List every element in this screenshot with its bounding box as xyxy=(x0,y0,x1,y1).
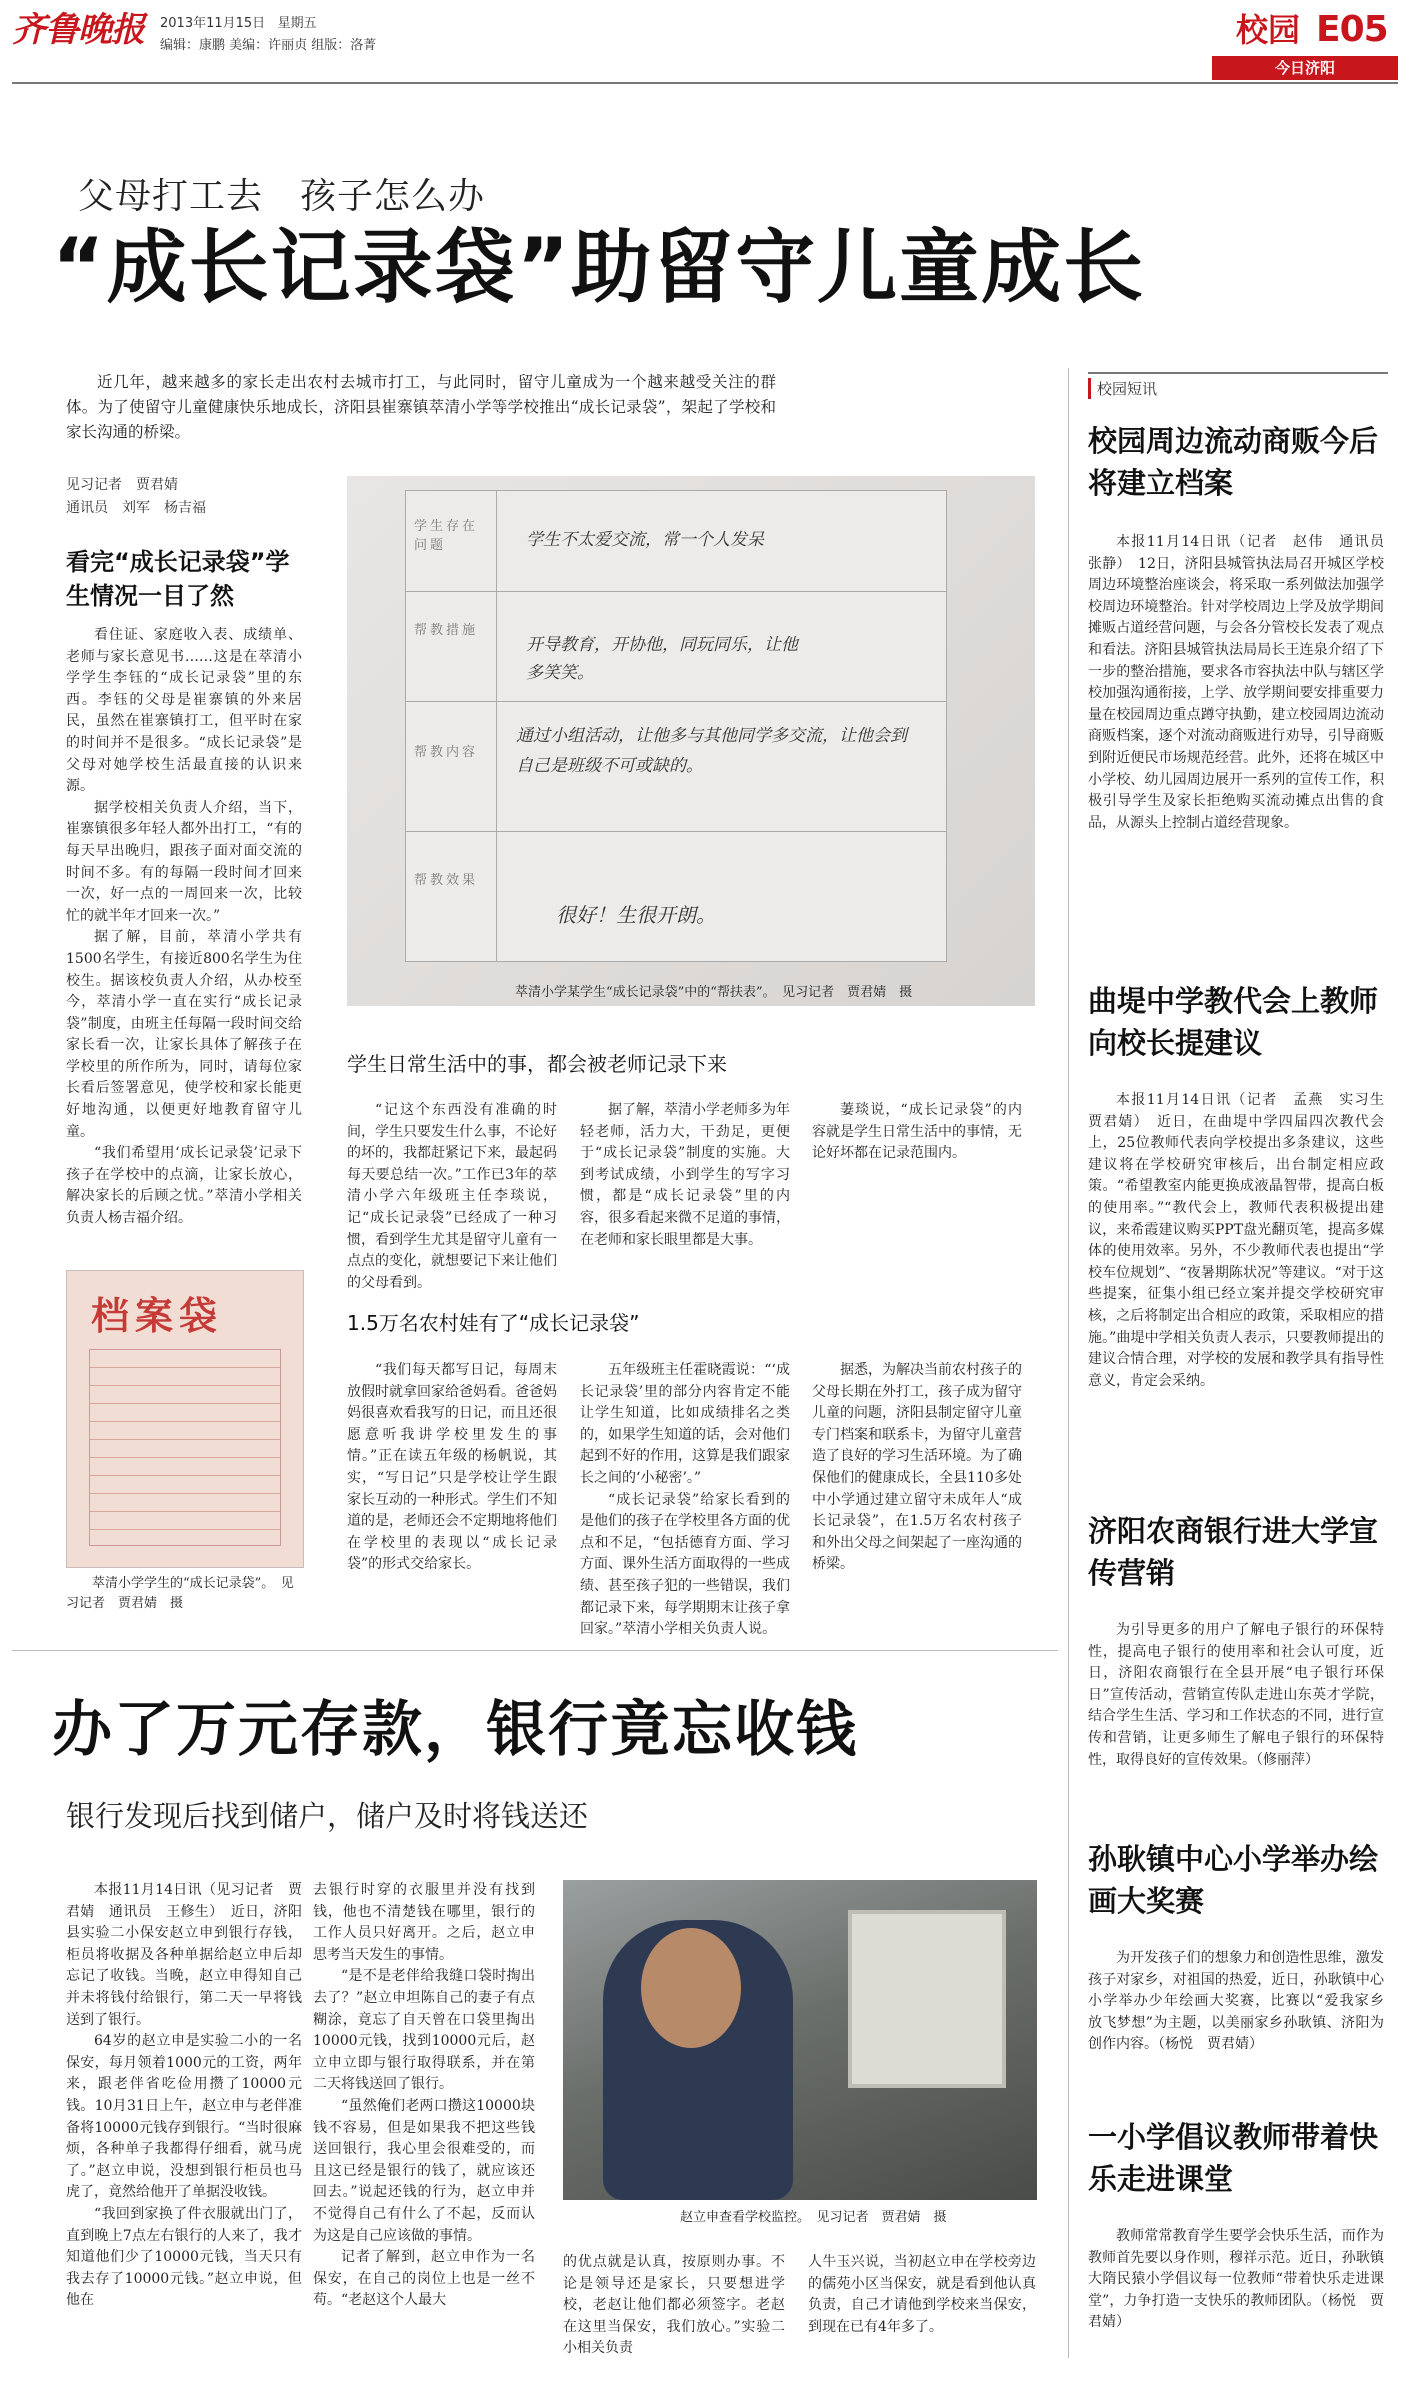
sidebar-header-text: 校园短讯 xyxy=(1088,378,1157,399)
sec3-para-3: “成长记录袋”给家长看到的是他们的孩子在学校里各方面的优点和不足，“包括德育方面、学习方面、课外生活方面取得的一些成绩、甚至孩子犯的一些错误，我们都记录下来，每学期期末让孩子拿回家。”萃清小学相关负责人说。 xyxy=(580,1491,790,1638)
sec3-col1 xyxy=(347,1360,557,1628)
sidebar-item-5-text: 教师常常教育学生要学会快乐生活，而作为教师首先要以身作则，穆祥示范。近日，孙耿镇大隋民猿小学倡议每一位教师“带着快乐走进课堂”，力争打造一支快乐的教师团队。（杨悦 贾君婧） xyxy=(1088,2228,1384,2331)
subhead-2: 学生日常生活中的事，都会被老师记录下来 xyxy=(347,1052,727,1076)
sidebar-item-4-title: 孙耿镇中心小学举办绘画大奖赛 xyxy=(1088,1842,1379,1918)
byline-reporter: 见习记者 贾君婧 xyxy=(66,477,178,493)
story2-col2-para-3: “虽然俺们老两口攒这10000块钱不容易，但是如果我不把这些钱送回银行，我心里会很难受的，而且这已经是银行的钱了，就应该还回去。”说起还钱的行为，赵立申并不觉得自己有什么了不起，反而认为这是自己应该做的事情。 xyxy=(313,2097,535,2244)
sec3-col3 xyxy=(812,1360,1022,1628)
story2-col3 xyxy=(563,2252,785,2360)
section-label: 校园 xyxy=(1235,11,1300,49)
form-hand-2: 开导教育，开协他，同玩同乐，让他多笑笑。 xyxy=(526,635,798,683)
sec3-para-4: 据悉，为解决当前农村孩子的父母长期在外打工，孩子成为留守儿童的问题，济阳县制定留守儿童专门档案和联系卡，为留守儿童营造了良好的学习生活环境。为了确保他们的健康成长，全县110多处中小学通过建立留守未成年人“成长记录袋”，在1.5万名农村孩子和外出父母之间架起了一座沟通的桥梁。 xyxy=(812,1362,1022,1573)
lead-intro: 近几年，越来越多的家长走出农村去城市打工，与此同时，留守儿童成为一个越来越受关注的群体。为了使留守儿童健康快乐地成长，济阳县崔寨镇萃清小学等学校推出“成长记录袋”，架起了学校和家长沟通的桥梁。 xyxy=(66,373,776,441)
sec2-col3 xyxy=(812,1100,1022,1165)
sidebar-item-1-text: 本报11月14日讯（记者 赵伟 通讯员 张静） 12日，济阳县城管执法局召开城区学校周边环境整治座谈会，将采取一系列做法加强学校周边环境整治。针对学校周边上学及放学期间摊贩占道经营问题，与会各分管校长发表了观点和看法。济阳县城管执法局局长王连泉介绍了下一步的整治措施，要求各市容执法中队与辖区学校加强沟通衔接，上学、放学期间要安排重要力量在校园周边重点蹲守执勤，建立校园周边流动商贩档案，逐个对流动商贩进行劝导，引导商贩到附近便民市场规范经营。此外，还将在城区中小学校、幼儿园周边展开一系列的宣传工作，积极引导学生及家长拒绝购买流动摊点出售的食品，从源头上控制占道经营现象。 xyxy=(1088,534,1398,831)
form-label-problem: 学生存在问题 xyxy=(414,519,479,553)
weekday-text: 星期五 xyxy=(277,16,317,31)
lead-kicker: 父母打工去 孩子怎么办 xyxy=(78,176,486,217)
envelope-caption: 萃清小学学生的“成长记录袋”。 见习记者 贾君婧 摄 xyxy=(66,1576,294,1611)
story2-col1-para-2: 64岁的赵立申是实验二小的一名保安，每月领着1000元的工资，两年来，跟老伴省吃俭用攒了10000元钱。10月31日上午，赵立申与老伴准备将10000元钱存到银行。“当时很麻烦，各种单子我都得仔细看，就马虎了。”赵立申说，没想到银行柜员也马虎了，竟然给他开了单据没收钱。 xyxy=(66,2033,302,2201)
sidebar-item-2-text: 本报11月14日讯（记者 孟燕 实习生 贾君婧） 近日，在曲堤中学四届四次教代会上，25位教师代表向学校提出多条建议，这些建议将在学校研究审核后，出台制定相应政策。“希望教室内能更换成液晶智带，提高白板的使用率。”“教代会上，教师代表积极提出建议，来希霞建议购买PPT盘光翻页笔，提高多媒体的使用效率。另外，不少教师代表也提出“学校车位规划”、“夜暑期陈状况”等建议。“对于这些提案，征集小组已经立案并提交学校研究审核，之后将制定出合相应的政策，采取相应的措施。”曲堤中学相关负责人表示，只要教师提出的建议合情合理，对学校的发展和教学具有指导性意义，肯定会采纳。 xyxy=(1088,1092,1398,1389)
form-label-content: 帮教内容 xyxy=(414,745,479,760)
story2-col2-para-1: 去银行时穿的衣服里并没有找到钱，他也不清楚钱在哪里，银行的工作人员只好离开。之后，赵立申思考当天发生的事情。 xyxy=(313,1882,535,1963)
masthead-editors: 编辑：康鹏 美编：许丽贞 组版：洛菁 xyxy=(160,38,377,53)
story2-rule xyxy=(12,1650,1058,1651)
sidebar-item-2-title: 曲堤中学教代会上教师向校长提建议 xyxy=(1088,984,1379,1060)
sidebar-item-1 xyxy=(1088,420,1398,834)
story2-col3-text: 的优点就是认真，按原则办事。不论是领导还是家长，只要想进学校，老赵让他们都必须签字。老赵在这里当保安，我们放心。”实验二小相关负责 xyxy=(563,2254,785,2357)
form-label-effect: 帮教效果 xyxy=(414,873,479,888)
story2-col1 xyxy=(66,1880,302,2366)
sec2-para-2: 据了解，萃清小学老师多为年轻老师，活力大，干劲足，更便于“成长记录袋”制度的实施。大到考试成绩，小到学生的写字习惯，都是“成长记录袋”里的内容，很多看起来微不足道的事情，在老师和家长眼里都是大事。 xyxy=(580,1102,790,1248)
form-grid xyxy=(405,490,947,962)
sec2-para-1: “记这个东西没有准确的时间，学生只要发生什么事，不论好的坏的，我都赶紧记下来，最起码每天要总结一次。”工作已3年的萃清小学六年级班主任李琰说，记“成长记录袋”已经成了一种习惯，看到学生尤其是留守儿童有一点点的变化，就想要记下来让他们的父母看到。 xyxy=(347,1102,557,1291)
face-shape xyxy=(641,1928,741,2048)
story2-col2-para-4: 记者了解到，赵立申作为一名保安，在自己的岗位上也是一丝不苟。“老赵这个人最大 xyxy=(313,2249,535,2309)
form-hand-3: 通过小组活动，让他多与其他同学多交流，让他会到自己是班级不可或缺的。 xyxy=(516,726,907,776)
masthead-logo: 齐鲁晚报 xyxy=(12,10,144,50)
monitor-shape xyxy=(848,1910,1006,2088)
sidebar-item-3-text: 为引导更多的用户了解电子银行的环保特性，提高电子银行的使用率和社会认可度，近日，济阳农商银行在全县开展“电子银行环保日”宣传活动，营销宣传队走进山东英才学院，结合学生生活、学习和工作状态的不同，进行宣传和营销，让更多师生了解电子银行的环保特性，取得良好的宣传效果。（修丽萍） xyxy=(1088,1622,1384,1768)
form-hand-4: 很好！生很开朗。 xyxy=(556,903,716,927)
sec3-col2 xyxy=(580,1360,790,1638)
envelope-form-lines xyxy=(89,1349,281,1546)
sec3-para-2: 五年级班主任霍晓霞说：“‘成长记录袋’里的部分内容肯定不能让学生知道，比如成绩排名之类的，如果学生知道的话，会对他们起到不好的作用，这算是我们跟家长之间的‘小秘密’。” xyxy=(580,1362,790,1486)
story2-col1-para-3: “我回到家换了件衣服就出门了，直到晚上7点左右银行的人来了，我才知道他们少了10000元钱，当天只有我去存了10000元钱。”赵立申说，但他在 xyxy=(66,2205,302,2309)
sidebar-item-3-title: 济阳农商银行进大学宣传营销 xyxy=(1088,1514,1379,1590)
masthead-date xyxy=(160,12,317,31)
sidebar-item-4 xyxy=(1088,1838,1398,2056)
col1-para-3: 据了解，目前，萃清小学共有1500名学生，有接近800名学生为住校生。据该校负责人介绍，从办校至今，萃清小学一直在实行“成长记录袋”制度，由班主任每隔一段时间交给家长看一次，让家长具体了解孩子在学校里的所作所为，同时，请每位家长看后签署意见，使学校和家长能更好地沟通，以便更好地教育留守儿童。 xyxy=(66,929,302,1140)
subhead-1: 看完“成长记录袋”学生情况一目了然 xyxy=(66,548,290,610)
col1-para-2: 据学校相关负责人介绍，当下，崔寨镇很多年轻人都外出打工，“有的每天早出晚归，跟孩子面对面交流的时间不多。有的每隔一段时间才回来一次，好一点的一周回来一次，比较忙的就半年才回来一次。” xyxy=(66,799,302,924)
sec2-col1 xyxy=(347,1100,557,1294)
col1-para-1: 看住证、家庭收入表、成绩单、老师与家长意见书……这是在萃清小学学生李钰的“成长记录袋”里的东西。李钰的父母是崔寨镇的外来居民，虽然在崔寨镇打工，但平时在家的时间并不是很多。“成长记录袋”是父母对她学校生活最直接的认识来源。 xyxy=(66,627,302,795)
story2-col1-para-1: 本报11月14日讯（见习记者 贾君婧 通讯员 王修生） 近日，济阳县实验二小保安赵立申到银行存钱，柜员将收据及各种单据给赵立申后却忘记了收钱。当晚，赵立申得知自己并未将钱付给银行，第二天一早将钱送到了银行。 xyxy=(66,1882,302,2028)
story2-col2-para-2: “是不是老伴给我缝口袋时掏出去了？”赵立申坦陈自己的妻子有点糊涂，竟忘了自天曾在口袋里掏出10000元钱，找到10000元后，赵立申立即与银行取得联系，并在第二天将钱送回了银行。 xyxy=(313,1968,535,2093)
page-number: E05 xyxy=(1316,9,1388,50)
story2-col4-text: 人牛玉兴说，当初赵立申在学校旁边的儒苑小区当保安，就是看到他认真负责，自己才请他到学校来当保安，到现在已有4年多了。 xyxy=(808,2254,1036,2335)
lead-headline: “成长记录袋”助留守儿童成长 xyxy=(52,221,1146,314)
guard-photo-caption: 赵立申查看学校监控。 见习记者 贾君婧 摄 xyxy=(680,2210,947,2225)
story2-headline: 办了万元存款，银行竟忘收钱 xyxy=(52,1695,858,1765)
story2-col4 xyxy=(808,2252,1036,2338)
sidebar-item-5 xyxy=(1088,2116,1384,2334)
story2-subhead: 银行发现后找到储户，储户及时将钱送还 xyxy=(66,1799,589,1833)
masthead-rule xyxy=(12,82,1398,84)
envelope-title: 档案袋 xyxy=(91,1294,224,1338)
sec2-col2 xyxy=(580,1100,790,1251)
sidebar-item-4-text: 为开发孩子们的想象力和创造性思维，激发孩子对家乡，对祖国的热爱，近日，孙耿镇中心小学举办少年绘画大奖赛，比赛以“爱我家乡 放飞梦想”为主题，以美丽家乡孙耿镇、济阳为创作内容。（杨悦 贾君婧） xyxy=(1088,1950,1398,2053)
col1-para-4: “我们希望用‘成长记录袋’记录下孩子在学校中的点滴，让家长放心，解决家长的后顾之忧。”萃清小学相关负责人杨吉福介绍。 xyxy=(66,1145,302,1227)
subhead-3: 1.5万名农村娃有了“成长记录袋” xyxy=(347,1311,640,1335)
guard-photo xyxy=(563,1880,1037,2200)
support-form-photo xyxy=(347,476,1035,1006)
sidebar-divider xyxy=(1068,368,1069,2358)
sec3-para-1: “我们每天都写日记，每周末放假时就拿回家给爸妈看。爸爸妈妈很喜欢看我写的日记，而且还很愿意听我讲学校里发生的事情。”正在读五年级的杨帆说，其实，“写日记”只是学校让学生跟家长互动的一种形式。学生们不知道的是，老师还会不定期地将他们在学校里的表现以“成长记录袋”的形式交给家长。 xyxy=(347,1362,557,1573)
sidebar-item-3 xyxy=(1088,1510,1384,1771)
support-form-caption: 萃清小学某学生“成长记录袋”中的“帮扶表”。 见习记者 贾君婧 摄 xyxy=(515,985,913,1000)
sidebar-item-5-title: 一小学倡议教师带着快乐走进课堂 xyxy=(1088,2120,1379,2196)
section-subtitle-bar: 今日济阳 xyxy=(1212,56,1398,80)
sidebar-header xyxy=(1088,372,1388,399)
byline-correspondent: 通讯员 刘军 杨吉福 xyxy=(66,500,206,516)
date-text: 2013年11月15日 xyxy=(160,16,266,31)
sidebar-item-2 xyxy=(1088,980,1398,1392)
lead-col1 xyxy=(66,625,302,1230)
envelope-photo xyxy=(66,1270,304,1568)
form-hand-1: 学生不太爱交流，常一个人发呆 xyxy=(526,530,764,550)
story2-col2 xyxy=(313,1880,535,2366)
sec2-para-3: 萋琰说，“成长记录袋”的内容就是学生日常生活中的事情，无论好坏都在记录范围内。 xyxy=(812,1102,1022,1162)
sidebar-item-1-title: 校园周边流动商贩今后将建立档案 xyxy=(1088,424,1379,500)
form-label-measures: 帮教措施 xyxy=(414,623,479,638)
